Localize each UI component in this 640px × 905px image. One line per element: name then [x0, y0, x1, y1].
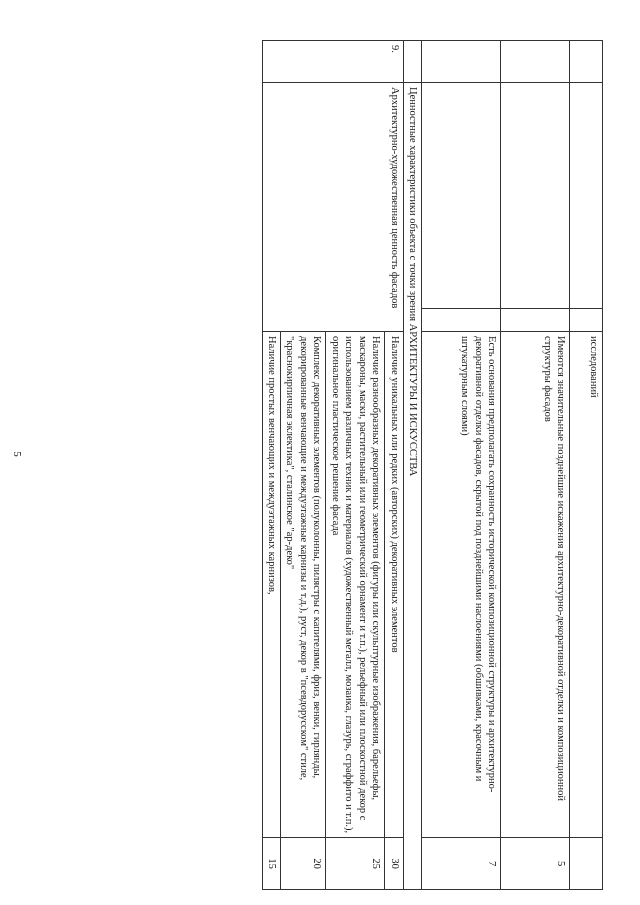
cell-empty — [501, 309, 570, 332]
item-name: Архитектурно-художественная ценность фасадов — [262, 83, 403, 332]
table-row — [501, 41, 570, 890]
cell-empty — [422, 309, 501, 332]
preservation-score: 7 — [422, 838, 501, 890]
entry-score: 30 — [385, 838, 403, 890]
entry-score: 20 — [281, 838, 326, 890]
cell-empty — [570, 83, 603, 309]
entry-text: Наличие простых венчающих и междуэтажных карнизов, — [262, 332, 280, 838]
cell-empty — [403, 41, 421, 83]
distortions-score: 5 — [501, 838, 570, 890]
table-row — [422, 41, 501, 890]
section-heading: Ценностные характеристики объекта с точки зрения АРХИТЕКТУРЫ И ИСКУССТВА — [403, 83, 421, 890]
preservation-text: Есть основания предполагать сохранность исторической композиционной структуры и архитектурно-декоративной отделки фасадов, скрытой под позднейшими наслоениями (обшивками, красочным и штукатурным слоями) — [422, 332, 501, 838]
entry-text: Наличие разнообразных декоративных элементов (фигуры или скульптурные изображения, барельефы, маскароны, маски, растительный или геометрический орнамент и т.п.), рельефный или плоскостной декор с использованием различных техник и материалов (художественный металл, мозаика, глазурь, сграффито и т.п.), оригинальное пластическое решение фасада — [326, 332, 385, 838]
distortions-text: Имеются значительные позднейшие искажения архитектурно-декоративной отделки и композиционной структуры фасадов — [501, 332, 570, 838]
table-row — [570, 41, 603, 890]
cell-empty — [501, 83, 570, 309]
valuation-table — [262, 40, 603, 890]
cell-empty — [501, 41, 570, 83]
research-text: исследований — [570, 332, 603, 838]
cell-empty — [570, 309, 603, 332]
cell-empty — [570, 838, 603, 890]
entry-text: Наличие уникальных или редких (авторских) декоративных элементов — [385, 332, 403, 838]
rotated-table-container — [83, 40, 603, 890]
cell-empty — [422, 83, 501, 309]
entry-text: Комплекс декоративных элементов (полуколонны, пилястры с капителями, фриз, венки, гирлянды, декорированные венчающие и междуэтажные карнизы и т.д.), руст, декор в "псевдорусском" стиле, "краснокирпичная эклектика", сталинское "ар-деко" — [281, 332, 326, 838]
page-number: 5 — [10, 451, 23, 457]
entry-score: 15 — [262, 838, 280, 890]
cell-empty — [422, 41, 501, 83]
item-number: 9. — [262, 41, 403, 83]
entry-score: 25 — [326, 838, 385, 890]
cell-empty — [570, 41, 603, 83]
table-row — [403, 41, 421, 890]
table-row — [385, 41, 403, 890]
